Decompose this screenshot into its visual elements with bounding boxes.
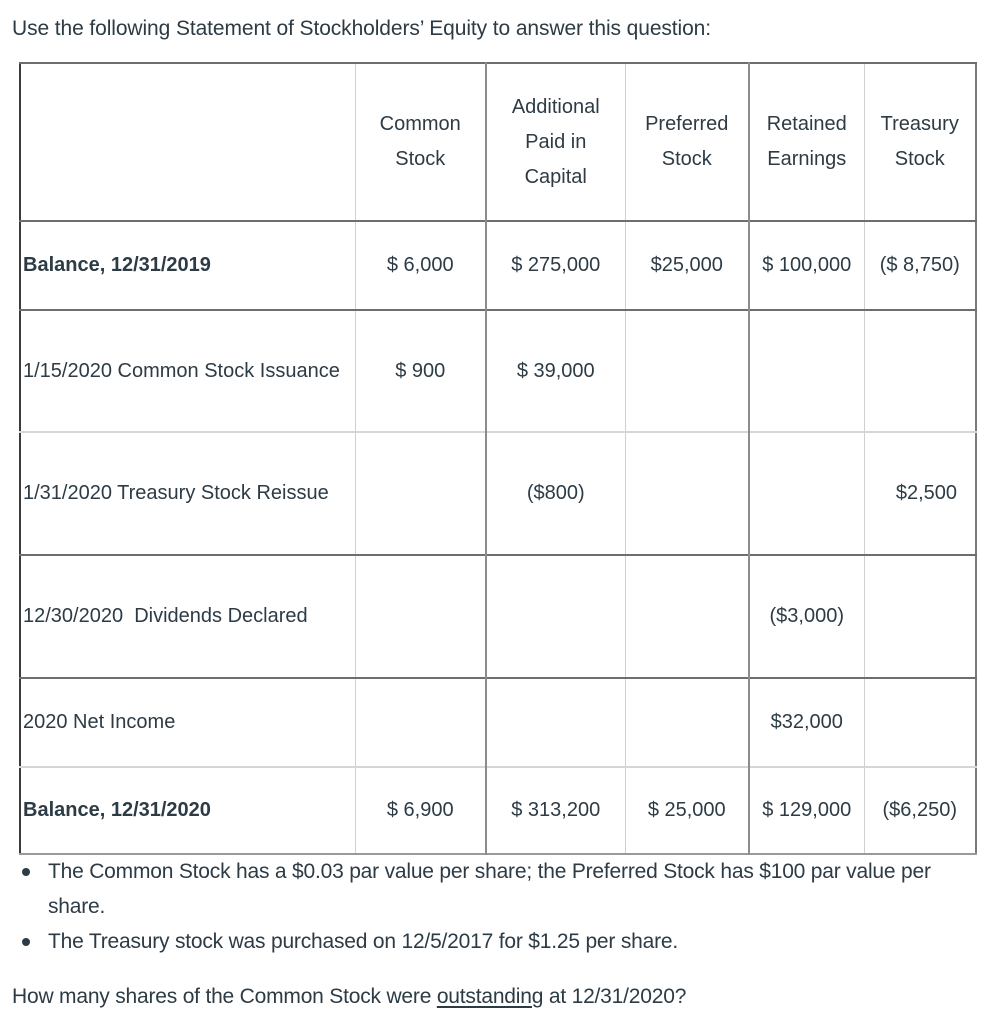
cell-retained-earnings: $ 129,000 <box>749 767 864 854</box>
cell-preferred-stock <box>625 555 749 678</box>
cell-apic: $ 39,000 <box>486 310 625 432</box>
cell-apic <box>486 555 625 678</box>
cell-preferred-stock: $25,000 <box>625 221 749 310</box>
cell-common-stock: $ 6,900 <box>355 767 486 854</box>
note-par-values: The Common Stock has a $0.03 par value per share; the Preferred Stock has $100 par value per share. <box>12 854 982 924</box>
cell-common-stock: $ 900 <box>355 310 486 432</box>
cell-common-stock <box>355 432 486 555</box>
note-treasury-purchase: The Treasury stock was purchased on 12/5/2017 for $1.25 per share. <box>12 924 982 959</box>
cell-treasury-stock: ($6,250) <box>864 767 976 854</box>
table-row-treasury-reissue <box>20 432 976 555</box>
table-row-balance-2019 <box>20 221 976 310</box>
row-desc: Balance, 12/31/2019 <box>20 221 355 310</box>
table-row-balance-2020 <box>20 767 976 854</box>
question-text: How many shares of the Common Stock were outstanding at 12/31/2020? <box>12 985 687 1008</box>
cell-common-stock <box>355 678 486 767</box>
cell-apic: $ 275,000 <box>486 221 625 310</box>
row-desc: 1/15/2020 Common Stock Issuance <box>20 310 355 432</box>
header-retained-earnings: Retained Earnings <box>749 63 864 221</box>
row-desc: 12/30/2020 Dividends Declared <box>20 555 355 678</box>
cell-preferred-stock <box>625 678 749 767</box>
row-desc: Balance, 12/31/2020 <box>20 767 355 854</box>
notes-list <box>12 854 982 959</box>
header-apic: Additional Paid in Capital <box>486 63 625 221</box>
cell-apic <box>486 678 625 767</box>
cell-treasury-stock <box>864 678 976 767</box>
cell-preferred-stock <box>625 432 749 555</box>
header-preferred-stock: Preferred Stock <box>625 63 749 221</box>
row-desc: 1/31/2020 Treasury Stock Reissue <box>20 432 355 555</box>
header-row <box>20 63 976 221</box>
header-common-stock: Common Stock <box>355 63 486 221</box>
cell-retained-earnings: ($3,000) <box>749 555 864 678</box>
cell-retained-earnings: $ 100,000 <box>749 221 864 310</box>
cell-retained-earnings <box>749 310 864 432</box>
cell-treasury-stock <box>864 310 976 432</box>
bullet-icon <box>22 938 30 946</box>
cell-retained-earnings <box>749 432 864 555</box>
table-row-common-issuance <box>20 310 976 432</box>
cell-treasury-stock: ($ 8,750) <box>864 221 976 310</box>
header-treasury-stock: Treasury Stock <box>864 63 976 221</box>
cell-treasury-stock <box>864 555 976 678</box>
cell-retained-earnings: $32,000 <box>749 678 864 767</box>
cell-apic: $ 313,200 <box>486 767 625 854</box>
cell-common-stock <box>355 555 486 678</box>
row-desc: 2020 Net Income <box>20 678 355 767</box>
cell-preferred-stock: $ 25,000 <box>625 767 749 854</box>
stockholders-equity-table <box>19 62 977 855</box>
header-desc <box>20 63 355 221</box>
cell-preferred-stock <box>625 310 749 432</box>
cell-treasury-stock: $2,500 <box>864 432 976 555</box>
cell-common-stock: $ 6,000 <box>355 221 486 310</box>
bullet-icon <box>22 868 30 876</box>
table-row-net-income <box>20 678 976 767</box>
cell-apic: ($800) <box>486 432 625 555</box>
intro-text: Use the following Statement of Stockholders’ Equity to answer this question: <box>12 17 711 40</box>
table-row-dividends <box>20 555 976 678</box>
underlined-term: outstanding <box>436 985 544 1008</box>
